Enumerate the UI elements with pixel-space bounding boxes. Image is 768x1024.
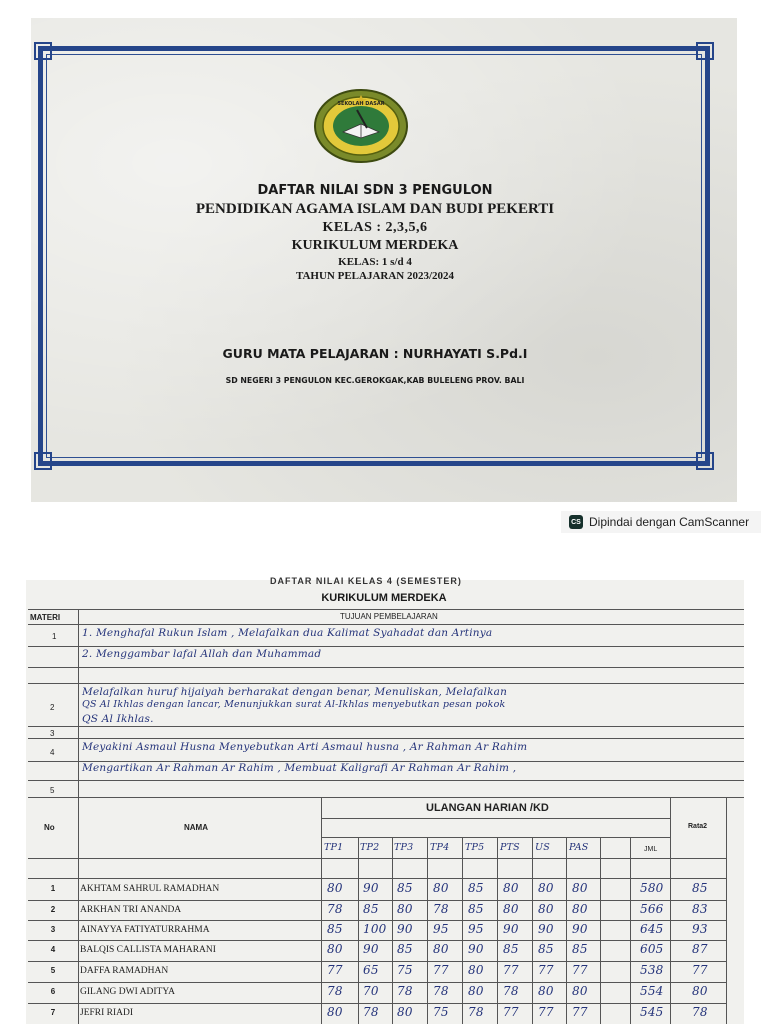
cover-classes: KELAS : 2,3,5,6 — [322, 220, 428, 235]
score-cell: 70 — [363, 984, 379, 998]
total-cell: 580 — [640, 881, 664, 895]
student-name: JEFRI RIADI — [80, 1008, 134, 1018]
score-cell: 80 — [503, 881, 519, 895]
score-cell: 77 — [433, 963, 449, 977]
grid-line — [28, 738, 744, 739]
grid-line — [28, 920, 726, 921]
score-cell: 80 — [327, 942, 343, 956]
score-cell: 100 — [363, 922, 387, 936]
jml-header: JML — [644, 846, 658, 853]
logo-text: SEKOLAH DASAR — [337, 101, 385, 107]
materi-number: 2 — [50, 703, 55, 712]
score-cell: 85 — [363, 902, 379, 916]
grid-line — [462, 837, 463, 1024]
student-name: GILANG DWI ADITYA — [80, 987, 175, 997]
materi-number: 5 — [50, 786, 55, 795]
score-cell: 80 — [572, 881, 588, 895]
total-cell: 566 — [640, 902, 664, 916]
total-cell: 605 — [640, 942, 664, 956]
camscanner-watermark — [561, 511, 761, 533]
average-cell: 93 — [692, 922, 708, 936]
score-cell: 77 — [503, 963, 519, 977]
cover-corner-ornament — [34, 452, 52, 470]
score-cell: 90 — [363, 881, 379, 895]
camscanner-icon: CS — [569, 515, 583, 529]
grid-line — [28, 624, 744, 625]
score-cell: 85 — [397, 881, 413, 895]
grid-line — [28, 858, 726, 859]
cover-subject: PENDIDIKAN AGAMA ISLAM DAN BUDI PEKERTI — [195, 201, 555, 217]
grid-line — [600, 837, 601, 1024]
student-name: ARKHAN TRI ANANDA — [80, 905, 182, 915]
cover-school-address: SD NEGERI 3 PENGULON KEC.GEROKGAK,KAB BULELENG PROV. BALI — [225, 376, 525, 385]
student-number: 1 — [50, 884, 56, 893]
score-cell: 80 — [538, 984, 554, 998]
objective-text: Melafalkan huruf hijaiyah berharakat dengan benar, Menuliskan, Melafalkan — [82, 686, 508, 698]
score-cell: 85 — [503, 942, 519, 956]
grid-line — [321, 818, 670, 819]
objective-text: Meyakini Asmaul Husna Menyebutkan Arti Asmaul husna , Ar Rahman Ar Rahim — [82, 741, 528, 753]
score-cell: 80 — [327, 881, 343, 895]
student-number: 2 — [50, 905, 56, 914]
grid-line — [392, 837, 393, 1024]
score-cell: 90 — [363, 942, 379, 956]
cover-school-year: TAHUN PELAJARAN 2023/2024 — [295, 270, 455, 282]
cover-corner-ornament — [696, 452, 714, 470]
score-cell: 90 — [538, 922, 554, 936]
grid-line — [532, 837, 533, 1024]
score-cell: 80 — [433, 881, 449, 895]
grid-line — [28, 726, 744, 727]
camscanner-label: Dipindai dengan CamScanner — [589, 515, 750, 529]
score-cell: 90 — [468, 942, 484, 956]
score-column-header: TP5 — [465, 842, 485, 853]
average-cell: 78 — [692, 1005, 708, 1019]
average-cell: 85 — [692, 881, 708, 895]
score-cell: 75 — [433, 1005, 449, 1019]
grid-line — [497, 837, 498, 1024]
score-cell: 77 — [327, 963, 343, 977]
score-cell: 85 — [538, 942, 554, 956]
score-cell: 78 — [363, 1005, 379, 1019]
objective-text: 1. Menghafal Rukun Islam , Melafalkan dua Kalimat Syahadat dan Artinya — [82, 627, 493, 639]
cover-class-range: KELAS: 1 s/d 4 — [338, 256, 412, 268]
score-cell: 77 — [538, 1005, 554, 1019]
score-cell: 80 — [433, 942, 449, 956]
score-cell: 90 — [572, 922, 588, 936]
grid-line — [28, 609, 744, 610]
rata-header: Rata2 — [688, 823, 708, 830]
grid-line — [670, 797, 671, 1024]
grid-line — [28, 780, 744, 781]
score-cell: 78 — [503, 984, 519, 998]
score-cell: 80 — [572, 984, 588, 998]
total-cell: 645 — [640, 922, 664, 936]
grid-line — [28, 961, 726, 962]
score-cell: 80 — [538, 902, 554, 916]
score-column-header: TP3 — [394, 842, 414, 853]
grid-line — [427, 837, 428, 1024]
score-cell: 95 — [468, 922, 484, 936]
nama-header: NAMA — [184, 823, 208, 832]
score-cell: 80 — [397, 1005, 413, 1019]
objective-text: 2. Menggambar lafal Allah dan Muhammad — [82, 648, 322, 660]
cover-corner-ornament — [34, 42, 52, 60]
score-column-header: US — [535, 842, 550, 853]
score-cell: 78 — [397, 984, 413, 998]
score-column-header: PTS — [500, 842, 520, 853]
sheet-cut-title: DAFTAR NILAI KELAS 4 (SEMESTER) — [270, 576, 462, 586]
total-cell: 545 — [640, 1005, 664, 1019]
total-cell: 554 — [640, 984, 664, 998]
grid-line — [321, 797, 322, 1024]
grid-line — [28, 1003, 726, 1004]
score-cell: 90 — [397, 922, 413, 936]
grid-line — [28, 683, 744, 684]
score-column-header: TP1 — [324, 842, 344, 853]
student-number: 6 — [50, 987, 56, 996]
score-cell: 85 — [572, 942, 588, 956]
grid-line — [28, 646, 744, 647]
score-cell: 95 — [433, 922, 449, 936]
grid-line — [28, 797, 744, 798]
student-name: BALQIS CALLISTA MAHARANI — [80, 945, 216, 955]
grid-line — [28, 667, 744, 668]
score-column-header: PAS — [569, 842, 589, 853]
score-cell: 78 — [327, 902, 343, 916]
score-cell: 78 — [433, 902, 449, 916]
score-cell: 78 — [468, 1005, 484, 1019]
score-cell: 77 — [538, 963, 554, 977]
student-number: 5 — [50, 966, 56, 975]
score-cell: 78 — [433, 984, 449, 998]
student-number: 7 — [50, 1008, 56, 1017]
ulangan-header: ULANGAN HARIAN /KD — [426, 802, 549, 814]
score-cell: 85 — [397, 942, 413, 956]
student-name: AINAYYA FATIYATURRAHMA — [80, 925, 210, 935]
materi-number: 1 — [52, 632, 57, 641]
score-cell: 77 — [503, 1005, 519, 1019]
score-cell: 90 — [503, 922, 519, 936]
score-cell: 85 — [468, 881, 484, 895]
objective-text: QS Al Ikhlas dengan lancar, Menunjukkan surat Al-Ikhlas menyebutkan pesan pokok — [82, 699, 506, 710]
score-cell: 80 — [397, 902, 413, 916]
materi-header: MATERI — [30, 613, 61, 622]
score-column-header: TP2 — [360, 842, 380, 853]
materi-number: 3 — [50, 729, 55, 738]
score-cell: 80 — [538, 881, 554, 895]
grid-line — [28, 878, 726, 879]
grid-line — [28, 982, 726, 983]
student-number: 4 — [50, 945, 56, 954]
score-cell: 75 — [397, 963, 413, 977]
tujuan-header: TUJUAN PEMBELAJARAN — [340, 612, 438, 621]
score-cell: 85 — [468, 902, 484, 916]
cover-title: DAFTAR NILAI SDN 3 PENGULON — [257, 183, 493, 198]
average-cell: 83 — [692, 902, 708, 916]
average-cell: 77 — [692, 963, 708, 977]
grid-line — [28, 900, 726, 901]
score-cell: 80 — [468, 984, 484, 998]
cover-corner-ornament — [696, 42, 714, 60]
cover-teacher: GURU MATA PELAJARAN : NURHAYATI S.Pd.I — [222, 346, 528, 361]
school-logo — [313, 88, 409, 164]
score-cell: 80 — [468, 963, 484, 977]
objective-text: Mengartikan Ar Rahman Ar Rahim , Membuat Kaligrafi Ar Rahman Ar Rahim , — [82, 762, 517, 774]
score-cell: 77 — [572, 963, 588, 977]
average-cell: 80 — [692, 984, 708, 998]
objective-text: QS Al Ikhlas. — [82, 713, 154, 725]
student-number: 3 — [50, 925, 56, 934]
cover-curriculum: KURIKULUM MERDEKA — [291, 238, 459, 253]
total-cell: 538 — [640, 963, 664, 977]
student-name: DAFFA RAMADHAN — [80, 966, 169, 976]
grid-line — [630, 837, 631, 1024]
score-cell: 78 — [327, 984, 343, 998]
student-name: AKHTAM SAHRUL RAMADHAN — [80, 884, 220, 894]
score-cell: 80 — [572, 902, 588, 916]
score-cell: 65 — [363, 963, 379, 977]
materi-number: 4 — [50, 748, 55, 757]
no-header: No — [44, 823, 55, 832]
grid-line — [28, 940, 726, 941]
grid-line — [726, 797, 727, 1024]
sheet-title: KURIKULUM MERDEKA — [321, 592, 447, 604]
score-cell: 80 — [503, 902, 519, 916]
score-cell: 80 — [327, 1005, 343, 1019]
grid-line — [358, 837, 359, 1024]
average-cell: 87 — [692, 942, 708, 956]
score-cell: 77 — [572, 1005, 588, 1019]
grid-line — [566, 837, 567, 1024]
score-column-header: TP4 — [430, 842, 450, 853]
grid-line — [321, 837, 670, 838]
score-cell: 85 — [327, 922, 343, 936]
